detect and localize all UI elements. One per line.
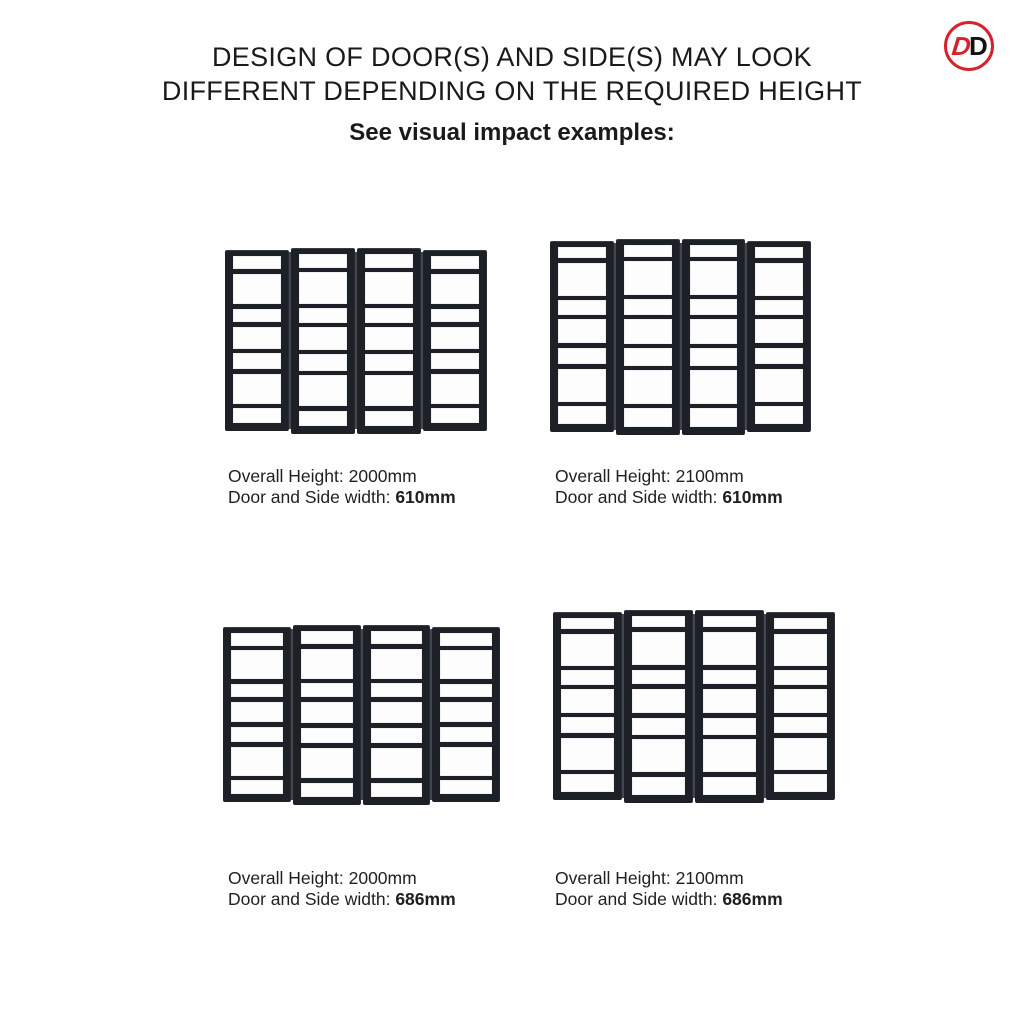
glass-pane — [558, 263, 606, 296]
caption-2100mm-686mm — [555, 868, 783, 910]
width-value: 610mm — [395, 487, 456, 507]
width-label-line — [228, 487, 456, 508]
glass-pane — [231, 633, 283, 646]
glass-pane — [774, 738, 827, 770]
glass-pane — [561, 738, 614, 770]
overall-height-label: Overall Height: 2100mm — [555, 466, 744, 486]
page-subtitle: See visual impact examples: — [349, 119, 675, 146]
glass-pane — [233, 256, 281, 269]
glass-pane — [231, 650, 283, 679]
glass-pane — [440, 727, 492, 742]
glass-pane — [301, 748, 353, 778]
glass-pane — [561, 634, 614, 666]
door-panel — [363, 625, 431, 805]
width-label-line — [555, 487, 783, 508]
glass-pane — [558, 369, 606, 402]
glass-pane — [431, 327, 479, 349]
door-diagram-2100mm-610mm — [550, 239, 811, 435]
glass-pane — [632, 718, 685, 735]
glass-pane — [301, 683, 353, 697]
side-panel — [550, 241, 614, 432]
door-panel — [682, 239, 746, 435]
glass-pane — [632, 632, 685, 665]
glass-pane — [371, 728, 423, 744]
door-panel — [695, 610, 764, 803]
side-panel — [553, 612, 622, 800]
overall-height-label: Overall Height: 2100mm — [555, 868, 744, 888]
glass-pane — [690, 319, 738, 344]
glass-pane — [233, 274, 281, 304]
glass-pane — [755, 263, 803, 296]
glass-pane — [301, 728, 353, 744]
glass-pane — [365, 308, 413, 322]
glass-pane — [233, 374, 281, 404]
glass-pane — [231, 780, 283, 794]
glass-pane — [624, 299, 672, 314]
dd-brand-logo-icon — [944, 21, 994, 71]
glass-pane — [371, 748, 423, 778]
glass-pane — [365, 375, 413, 406]
glass-pane — [690, 245, 738, 257]
glass-pane — [299, 354, 347, 370]
glass-pane — [299, 375, 347, 406]
side-panel — [225, 250, 289, 431]
glass-pane — [703, 777, 756, 795]
door-panel — [357, 248, 421, 434]
glass-pane — [371, 783, 423, 797]
glass-pane — [365, 272, 413, 303]
glass-pane — [231, 702, 283, 723]
page-header — [0, 40, 1024, 147]
glass-pane — [561, 717, 614, 733]
glass-pane — [233, 353, 281, 369]
glass-pane — [440, 747, 492, 776]
glass-pane — [624, 370, 672, 404]
glass-pane — [632, 739, 685, 772]
glass-pane — [632, 616, 685, 627]
glass-pane — [690, 408, 738, 427]
glass-pane — [624, 245, 672, 257]
glass-pane — [233, 408, 281, 423]
glass-pane — [371, 702, 423, 724]
door-diagram-2000mm-610mm — [225, 248, 487, 434]
glass-pane — [365, 327, 413, 350]
glass-pane — [431, 374, 479, 404]
glass-pane — [703, 689, 756, 713]
glass-pane — [632, 670, 685, 685]
side-panel — [423, 250, 487, 431]
glass-pane — [365, 354, 413, 370]
glass-pane — [231, 684, 283, 697]
glass-pane — [703, 670, 756, 685]
glass-pane — [431, 408, 479, 423]
glass-pane — [371, 631, 423, 644]
glass-pane — [440, 780, 492, 794]
glass-pane — [561, 618, 614, 629]
glass-pane — [231, 727, 283, 742]
glass-pane — [299, 308, 347, 322]
page-title-line-1: DESIGN OF DOOR(S) AND SIDE(S) MAY LOOK — [212, 42, 812, 72]
caption-2000mm-686mm — [228, 868, 456, 910]
width-label: Door and Side width: — [555, 889, 723, 909]
glass-pane — [301, 702, 353, 724]
door-panel — [616, 239, 680, 435]
door-panel — [624, 610, 693, 803]
glass-pane — [558, 300, 606, 315]
glass-pane — [703, 739, 756, 772]
door-diagram-2100mm-686mm — [553, 610, 835, 803]
glass-pane — [299, 272, 347, 303]
door-diagram-2000mm-686mm — [223, 625, 500, 805]
glass-pane — [703, 718, 756, 735]
glass-pane — [558, 319, 606, 343]
width-label-line — [555, 889, 783, 910]
glass-pane — [755, 300, 803, 315]
door-panel — [291, 248, 355, 434]
glass-pane — [299, 254, 347, 268]
glass-pane — [624, 348, 672, 365]
glass-pane — [690, 261, 738, 295]
side-panel — [747, 241, 811, 432]
glass-pane — [774, 717, 827, 733]
glass-pane — [774, 774, 827, 792]
glass-pane — [431, 256, 479, 269]
glass-pane — [301, 631, 353, 644]
glass-pane — [632, 689, 685, 713]
glass-pane — [632, 777, 685, 795]
glass-pane — [774, 689, 827, 713]
glass-pane — [371, 649, 423, 679]
glass-pane — [301, 649, 353, 679]
caption-2100mm-610mm — [555, 466, 783, 508]
side-panel — [432, 627, 500, 802]
glass-pane — [371, 683, 423, 697]
overall-height-label: Overall Height: 2000mm — [228, 466, 417, 486]
glass-pane — [440, 684, 492, 697]
width-value: 686mm — [722, 889, 783, 909]
glass-pane — [561, 774, 614, 792]
glass-pane — [231, 747, 283, 776]
glass-pane — [624, 261, 672, 295]
glass-pane — [233, 309, 281, 323]
glass-pane — [774, 618, 827, 629]
door-panel — [293, 625, 361, 805]
glass-pane — [703, 616, 756, 627]
side-panel — [223, 627, 291, 802]
caption-2000mm-610mm — [228, 466, 456, 508]
glass-pane — [440, 702, 492, 723]
glass-pane — [558, 406, 606, 424]
glass-pane — [755, 247, 803, 258]
glass-pane — [440, 633, 492, 646]
glass-pane — [755, 369, 803, 402]
glass-pane — [703, 632, 756, 665]
logo-letter-d-red: D — [950, 31, 971, 61]
glass-pane — [301, 783, 353, 797]
glass-pane — [233, 327, 281, 349]
glass-pane — [558, 247, 606, 258]
glass-pane — [440, 650, 492, 679]
glass-pane — [690, 299, 738, 314]
page-title-line-2: DIFFERENT DEPENDING ON THE REQUIRED HEIGHT — [161, 76, 863, 106]
logo-letter-d-black: D — [969, 31, 987, 61]
glass-pane — [431, 274, 479, 304]
glass-pane — [365, 254, 413, 268]
width-value: 610mm — [722, 487, 783, 507]
width-value: 686mm — [395, 889, 456, 909]
glass-pane — [561, 670, 614, 684]
glass-pane — [690, 348, 738, 365]
glass-pane — [558, 348, 606, 365]
width-label: Door and Side width: — [228, 487, 396, 507]
glass-pane — [299, 411, 347, 426]
glass-pane — [690, 370, 738, 404]
side-panel — [766, 612, 835, 800]
width-label-line — [228, 889, 456, 910]
glass-pane — [624, 408, 672, 427]
width-label: Door and Side width: — [228, 889, 396, 909]
glass-pane — [755, 319, 803, 343]
glass-pane — [755, 406, 803, 424]
glass-pane — [561, 689, 614, 713]
glass-pane — [774, 670, 827, 684]
glass-pane — [365, 411, 413, 426]
glass-pane — [624, 319, 672, 344]
glass-pane — [755, 348, 803, 365]
width-label: Door and Side width: — [555, 487, 723, 507]
glass-pane — [774, 634, 827, 666]
glass-pane — [431, 353, 479, 369]
overall-height-label: Overall Height: 2000mm — [228, 868, 417, 888]
glass-pane — [431, 309, 479, 323]
glass-pane — [299, 327, 347, 350]
